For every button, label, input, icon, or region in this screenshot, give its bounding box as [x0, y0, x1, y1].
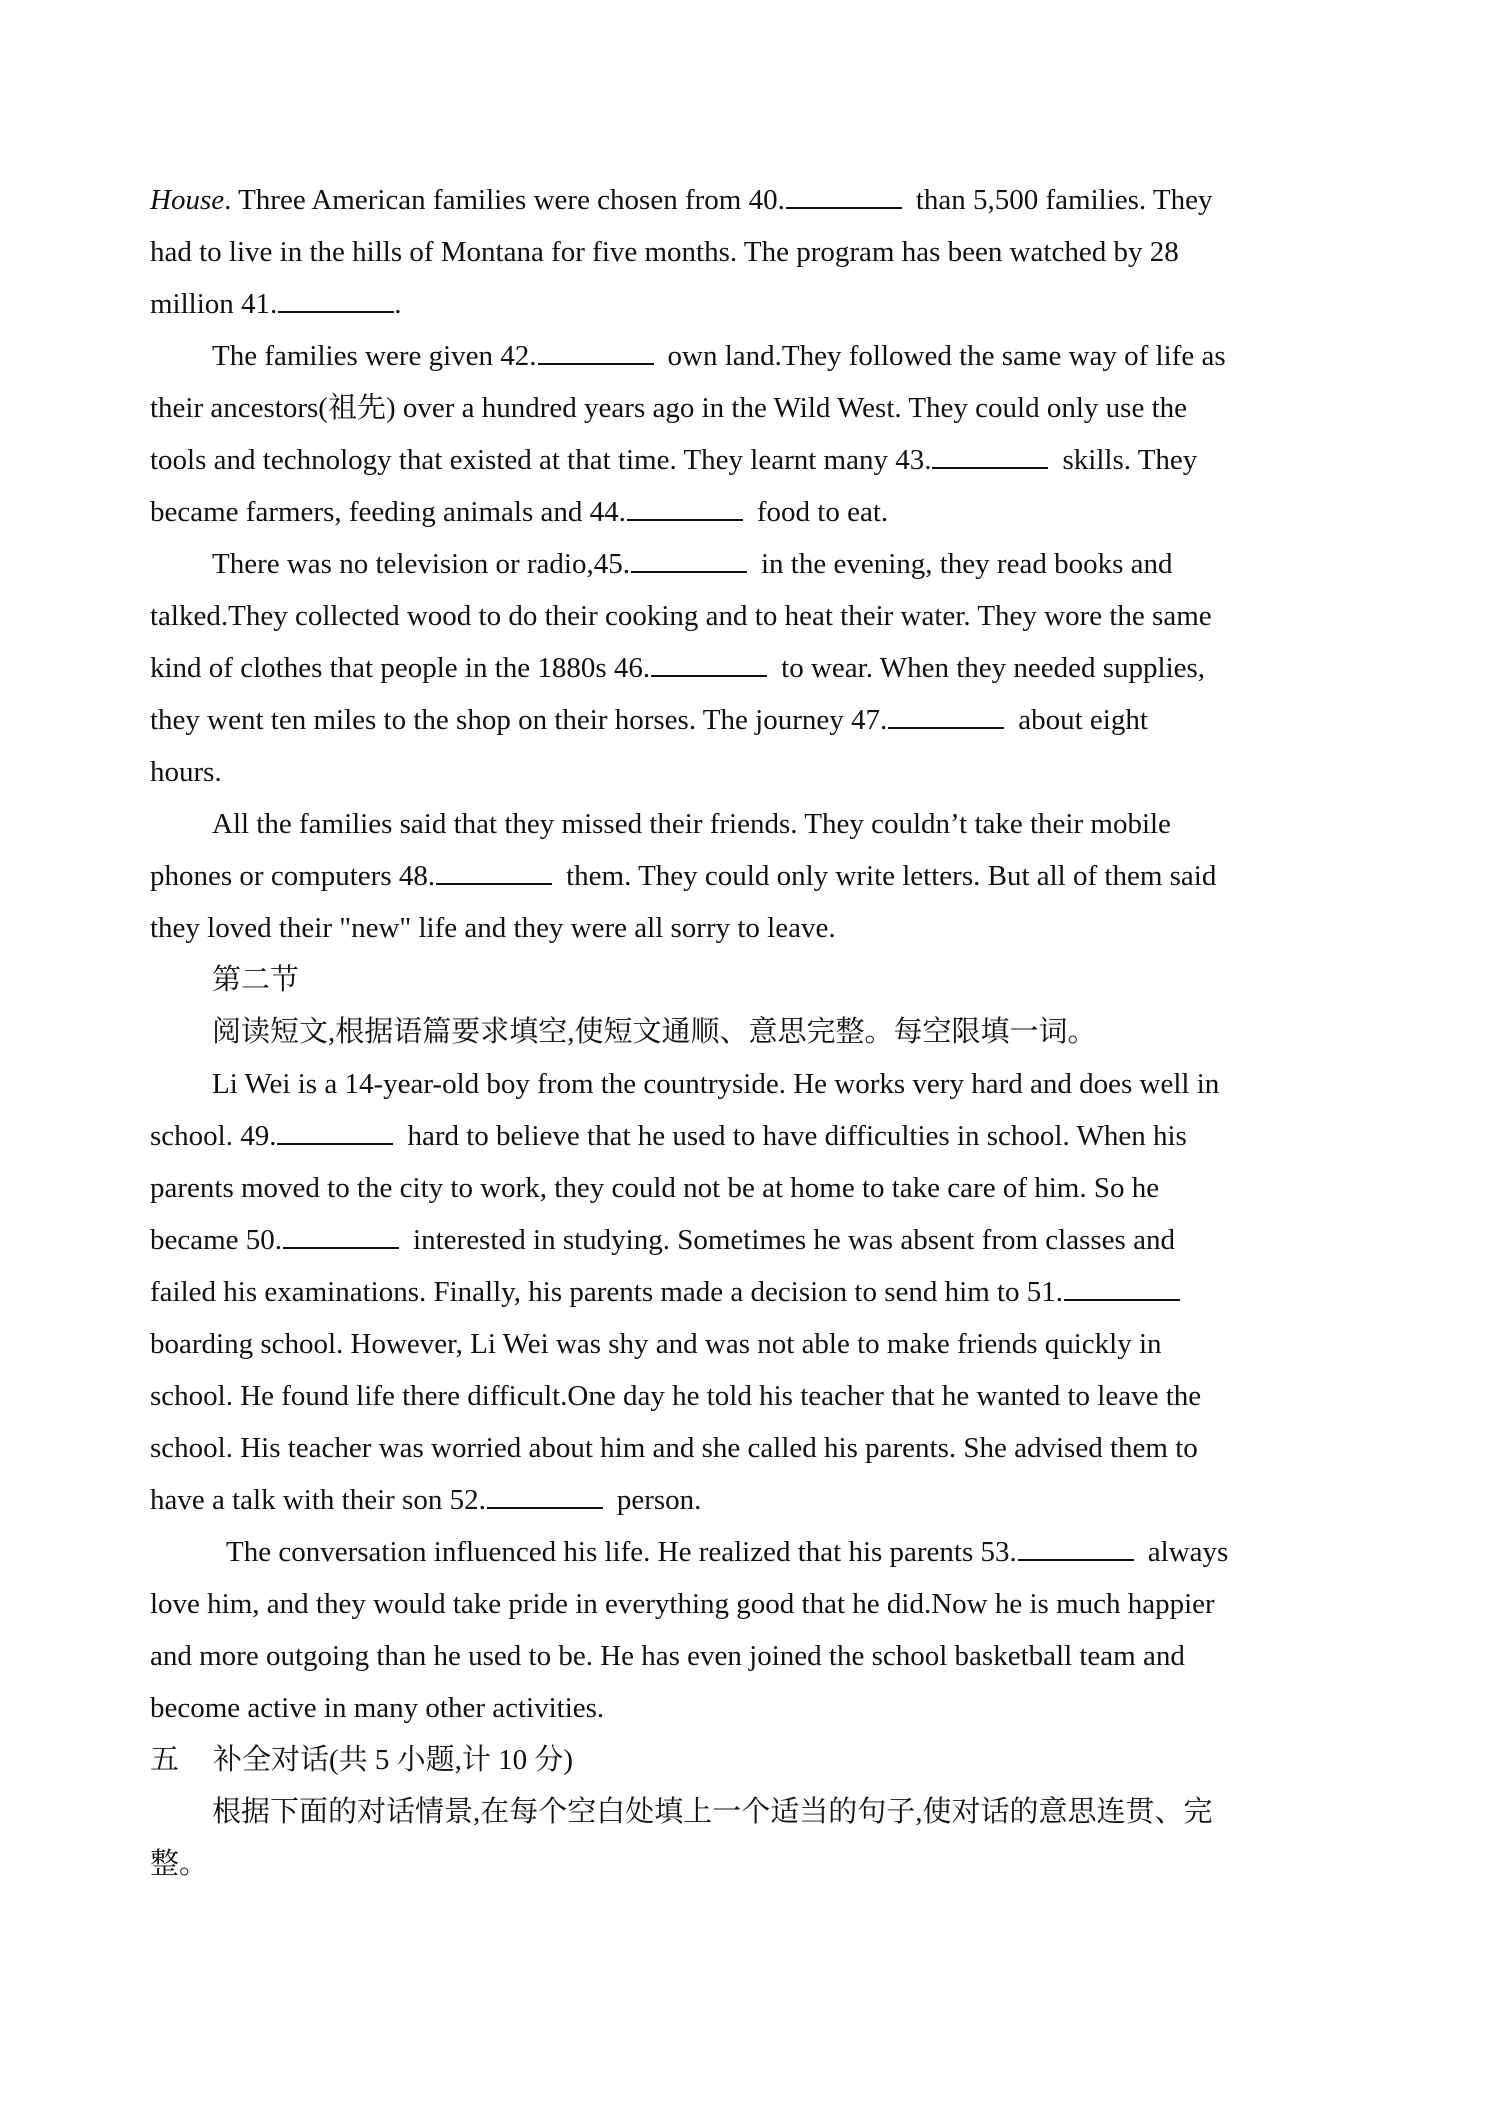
- answer-blank-40[interactable]: [786, 183, 902, 209]
- text-line: become active in many other activities.: [150, 1692, 605, 1724]
- document-page: [150, 178, 1272, 1894]
- answer-blank-42[interactable]: [538, 339, 654, 365]
- answer-blank-48[interactable]: [436, 859, 552, 885]
- text-line: they went ten miles to the shop on their horses. The journey 47. about eight: [150, 704, 1148, 736]
- text-line: tools and technology that existed at that time. They learnt many 43. skills. They: [150, 444, 1198, 476]
- text-line: The conversation influenced his life. He realized that his parents 53. always: [226, 1536, 1229, 1568]
- text-line: and more outgoing than he used to be. He has even joined the school basketball team and: [150, 1640, 1185, 1672]
- text-line: The families were given 42. own land.They followed the same way of life as: [212, 340, 1226, 372]
- text-line: had to live in the hills of Montana for five months. The program has been watched by 28: [150, 236, 1179, 268]
- text-line: have a talk with their son 52. person.: [150, 1484, 702, 1516]
- text-line: hours.: [150, 756, 222, 788]
- text-line: House. Three American families were chosen from 40. than 5,500 families. They: [150, 184, 1213, 216]
- text-line: talked.They collected wood to do their cooking and to heat their water. They wore the same: [150, 600, 1212, 632]
- text-line: school. 49. hard to believe that he used to have difficulties in school. When his: [150, 1120, 1187, 1152]
- text-line: All the families said that they missed their friends. They couldn’t take their mobile: [212, 808, 1171, 840]
- answer-blank-45[interactable]: [631, 547, 747, 573]
- answer-blank-44[interactable]: [627, 495, 743, 521]
- answer-blank-47[interactable]: [888, 703, 1004, 729]
- text-line: kind of clothes that people in the 1880s 46. to wear. When they needed supplies,: [150, 652, 1206, 684]
- text-line: love him, and they would take pride in everything good that he did.Now he is much happier: [150, 1588, 1215, 1620]
- text-line: became 50. interested in studying. Sometimes he was absent from classes and: [150, 1224, 1175, 1256]
- text-line: million 41. .: [150, 288, 402, 320]
- section-heading: 第二节: [212, 964, 300, 996]
- italic-title-word: House: [150, 184, 225, 216]
- answer-blank-46[interactable]: [651, 651, 767, 677]
- answer-blank-49[interactable]: [277, 1119, 393, 1145]
- answer-blank-52[interactable]: [487, 1483, 603, 1509]
- section-instruction: 整。: [150, 1848, 209, 1880]
- text-line: their ancestors(祖先) over a hundred years ago in the Wild West. They could only use the: [150, 392, 1188, 424]
- section-instruction: 根据下面的对话情景,在每个空白处填上一个适当的句子,使对话的意思连贯、完: [212, 1796, 1213, 1828]
- section-instruction: 阅读短文,根据语篇要求填空,使短文通顺、意思完整。每空限填一词。: [212, 1016, 1097, 1048]
- section-heading: 五 补全对话(共 5 小题,计 10 分): [150, 1744, 574, 1776]
- answer-blank-53[interactable]: [1018, 1535, 1134, 1561]
- answer-blank-51[interactable]: [1064, 1275, 1180, 1301]
- text-line: parents moved to the city to work, they could not be at home to take care of him. So he: [150, 1172, 1160, 1204]
- text-line: phones or computers 48. them. They could only write letters. But all of them said: [150, 860, 1217, 892]
- text-line: failed his examinations. Finally, his parents made a decision to send him to 51.: [150, 1270, 1272, 1322]
- text-line: school. He found life there difficult.One day he told his teacher that he wanted to leave the: [150, 1380, 1202, 1412]
- answer-blank-50[interactable]: [283, 1223, 399, 1249]
- text-line: school. His teacher was worried about him and she called his parents. She advised them to: [150, 1432, 1198, 1464]
- answer-blank-43[interactable]: [932, 443, 1048, 469]
- text-line: Li Wei is a 14-year-old boy from the countryside. He works very hard and does well in: [212, 1068, 1220, 1100]
- text-line: There was no television or radio,45. in the evening, they read books and: [212, 548, 1173, 580]
- text-line: boarding school. However, Li Wei was shy and was not able to make friends quickly in: [150, 1328, 1162, 1360]
- text-line: became farmers, feeding animals and 44. food to eat.: [150, 496, 889, 528]
- answer-blank-41[interactable]: [278, 287, 394, 313]
- text-line: they loved their "new" life and they were all sorry to leave.: [150, 912, 836, 944]
